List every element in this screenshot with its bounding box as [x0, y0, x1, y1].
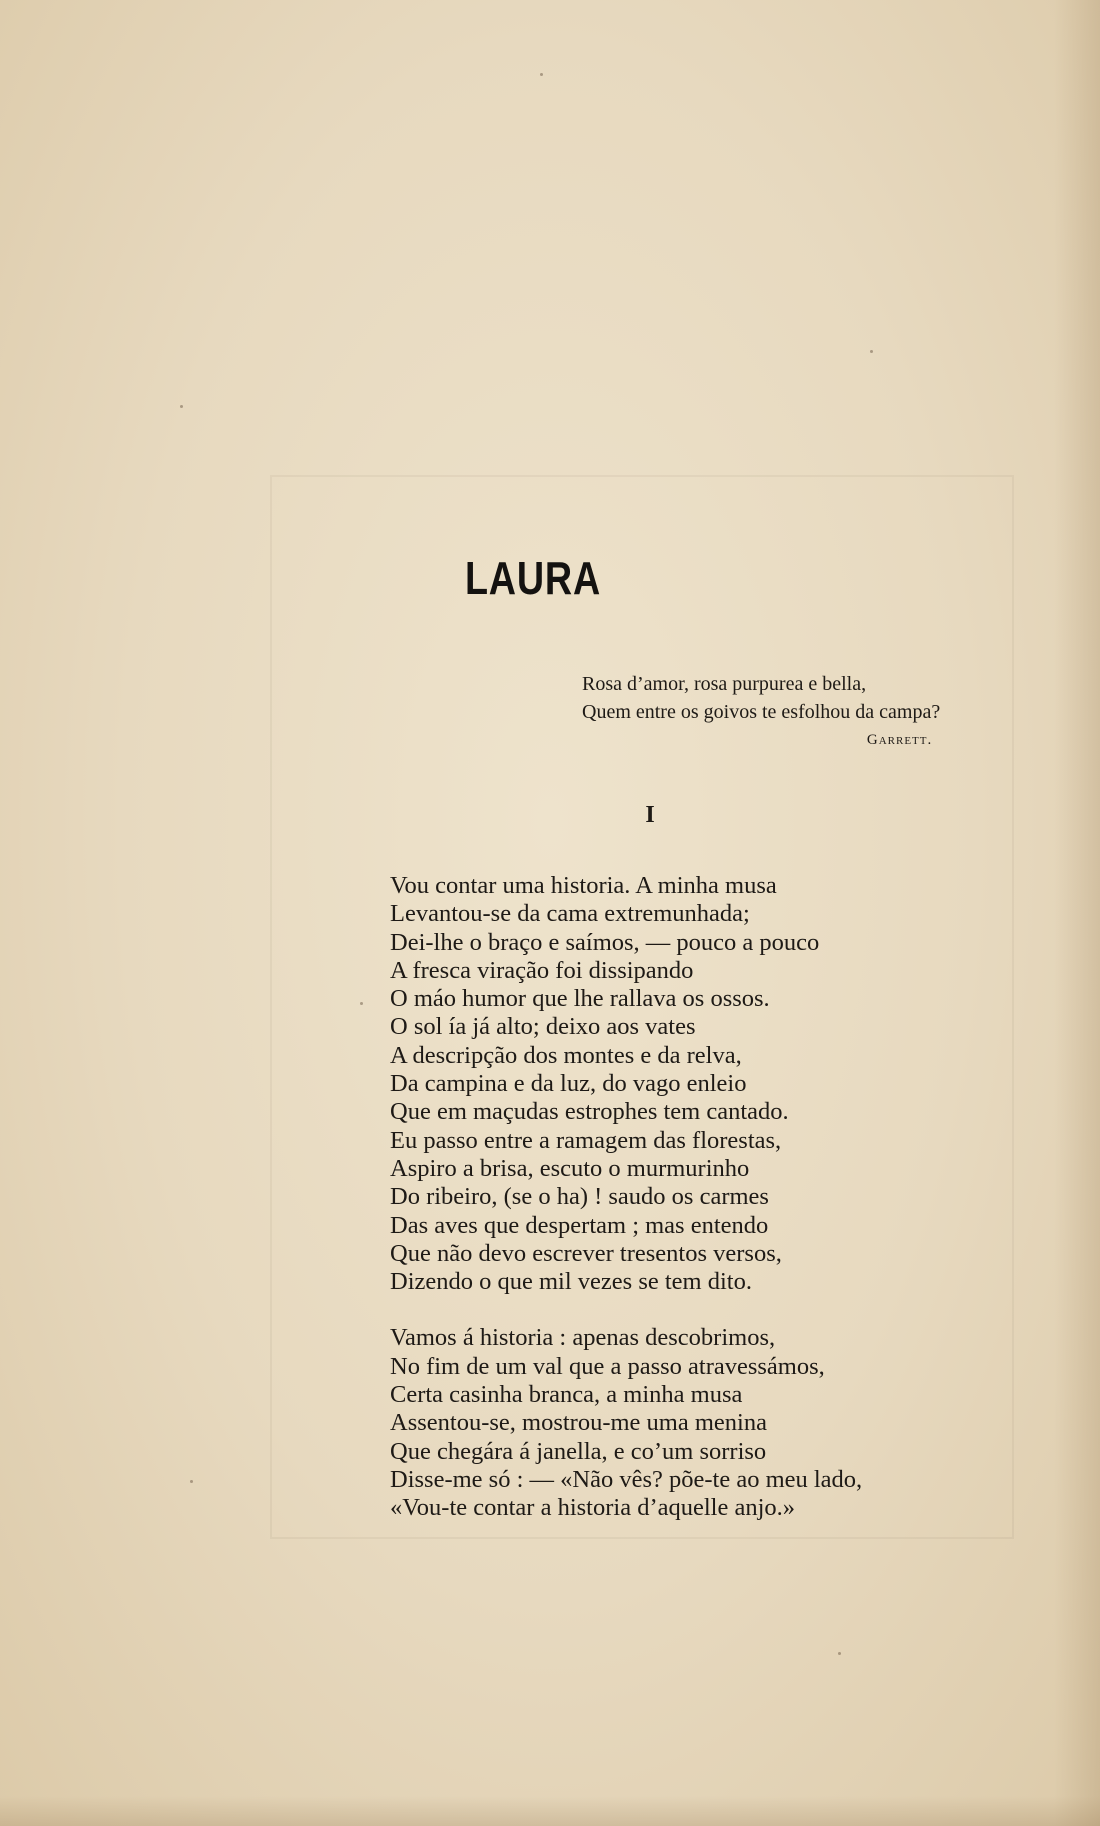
verse-line: Levantou-se da cama extremunhada;: [390, 900, 750, 928]
verse-line: Assentou-se, mostrou-me uma menina: [390, 1409, 767, 1437]
verse-line: Dei-lhe o braço e saímos, — pouco a pouco: [390, 928, 820, 956]
poem-body: [390, 872, 862, 1551]
verse-line: Vou contar uma historia. A minha musa: [390, 872, 777, 899]
paper-speck: [190, 1480, 193, 1483]
paper-speck: [540, 73, 543, 76]
paper-speck: [360, 1002, 363, 1005]
epigraph-line: Quem entre os goivos te esfolhou da campa?: [582, 701, 941, 723]
section-number: I: [645, 802, 655, 828]
verse-line: No fim de um val que a passo atravessámos,: [390, 1352, 825, 1380]
stanza-1: [390, 872, 862, 1296]
verse-line: Que não devo escrever tresentos versos,: [390, 1239, 782, 1267]
paper-speck: [180, 405, 183, 408]
verse-line: Eu passo entre a ramagem das florestas,: [390, 1126, 782, 1154]
paper-speck: [870, 350, 873, 353]
poem-title: LAURA: [464, 551, 602, 604]
verse-line: A fresca viração foi dissipando: [390, 956, 694, 984]
verse-line: Que chegára á janella, e co’um sorriso: [390, 1437, 767, 1465]
verse-line: Certa casinha branca, a minha musa: [390, 1381, 743, 1409]
page-edge-shadow-bottom: [0, 1796, 1100, 1826]
verse-line: O máo humor que lhe rallava os ossos.: [390, 985, 770, 1013]
verse-line: Que em maçudas estrophes tem cantado.: [390, 1098, 789, 1126]
epigraph: [582, 670, 940, 754]
verse-line: Dizendo o que mil vezes se tem dito.: [390, 1268, 752, 1296]
stanza-2: [390, 1324, 862, 1522]
verse-line: Do ribeiro, (se o ha) ! saudo os carmes: [390, 1183, 769, 1211]
verse-line: Disse-me só : — «Não vês? põe-te ao meu lado,: [390, 1465, 863, 1493]
epigraph-author: Garrett.: [866, 732, 933, 748]
verse-line: Vamos á historia : apenas descobrimos,: [390, 1324, 776, 1352]
verse-line: Aspiro a brisa, escuto o murmurinho: [390, 1154, 750, 1182]
verse-line: Da campina e da luz, do vago enleio: [390, 1070, 747, 1098]
verse-line: A descripção dos montes e da relva,: [390, 1041, 742, 1069]
verse-line: O sol ía já alto; deixo aos vates: [390, 1013, 696, 1041]
epigraph-line: Rosa d’amor, rosa purpurea e bella,: [582, 673, 867, 695]
verse-line: «Vou-te contar a historia d’aquelle anjo.»: [390, 1494, 796, 1522]
paper-speck: [838, 1652, 841, 1655]
page-edge-shadow-right: [1054, 0, 1100, 1826]
verse-line: Das aves que despertam ; mas entendo: [390, 1211, 769, 1239]
